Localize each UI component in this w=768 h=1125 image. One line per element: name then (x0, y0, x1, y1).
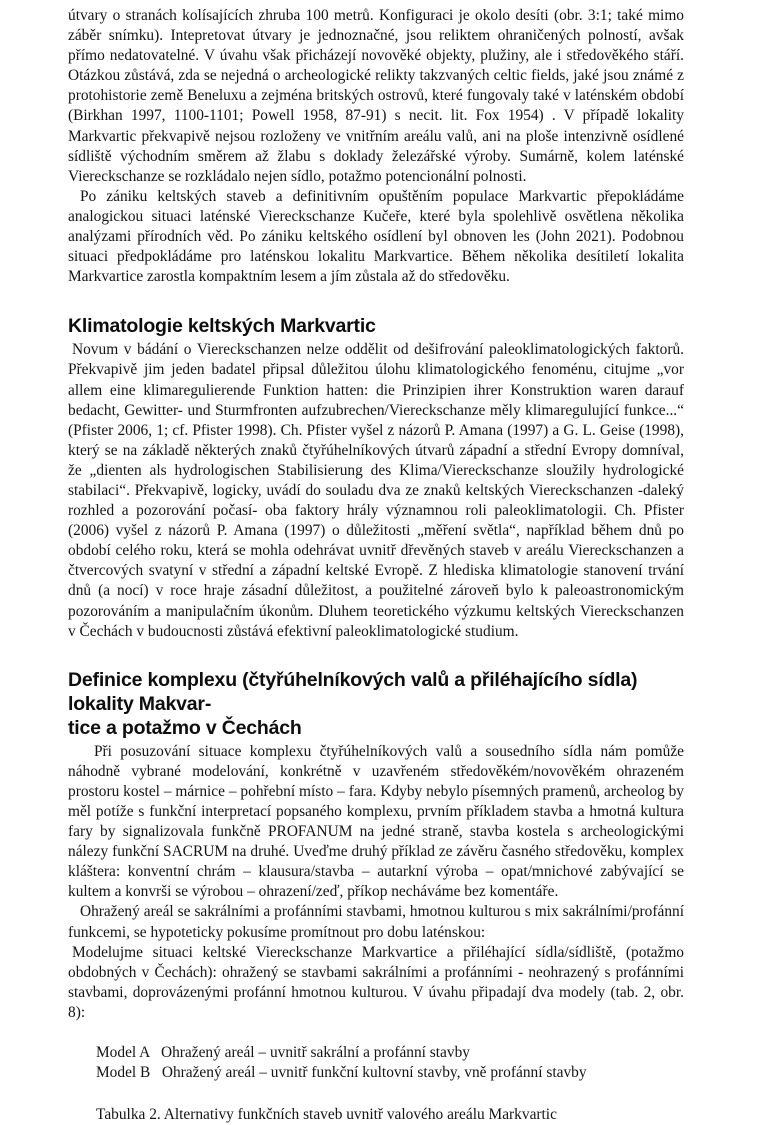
paragraph-forest-regrowth: Po zániku keltských staveb a definitivním opuštěním populace Markvartic přepokládáme analogickou situaci laténské Viereckschanze Kučeře, které byla spolehlivě osvětlena několika analýzami přírodních věd. Po zániku keltského osídlení byl obnoven les (John 2021). Podobnou situaci předpokládáme pro laténskou lokalitu Markvartice. Během několika desítiletí lokalita Markvartice zarostla kompaktním lesem a jím zůstala až do středověku. (68, 187, 684, 286)
paragraph-enclosed-area: Ohražený areál se sakrálními a profánními stavbami, hmotnou kulturou s mix sakrálními/profánní funkcemi, se hypoteticky pokusíme promítnout pro dobu laténskou: (68, 903, 684, 941)
paragraph-complex-modelling: Při posuzování situace komplexu čtyřúhelníkových valů a sousedního sídla nám pomůže náhodně vybrané modelování, konkrétně v uzavřeném středověkém/novověkém ohrazeném prostoru kostel – márnice – pohřební místo – fara. Kdyby nebylo písemných pramenů, archeolog by měl potíže s funkční interpretací popsaného komplexu, prvním příkladem stavba a hmotná kultura fary by signalizovala funkčně PROFANUM na jedné straně, stavba kostela s archeologickými nálezy funkční SACRUM na druhé. Uveďme druhý příklad ze závěru časného středověku, komplex kláštera: konventní chrám – klausura/stavba – autarkní výroba – opat/mnichové zabývající se kultem a konvrši se výrobou – ohrazení/zeď, příkop necháváme bez komentáře. (68, 742, 684, 901)
paragraph-celtic-fields: útvary o stranách kolísajících zhruba 100 metrů. Konfiguraci je okolo desíti (obr. 3:1; také mimo záběr snímku). Intepretovat útvary je jednoznačné, jsou reliktem ohraničených polností, avšak přímo nedatovatelné. V úvahu však přicházejí novověké objekty, plužiny, ale i středověkého stáří. Otázkou zůstává, zda se nejedná o archeologické relikty takzvaných celtic fields, jaké jsou známé z protohistorie země Beneluxu a zejména britských ostrovů, které fungovaly také v laténském období (Birkhan 1997, 1100-1101; Powell 1958, 87-91) s necit. lit. Fox 1954) . V případě lokality Markvartic překvapivě nejsou rozloženy ve vnitřním areálu valů, ani na ploše intenzivně osídlené sídliště východním směrem až žlabu s doklady železářské výroby. Sumárně, kolem laténské Viereckschanze se rozkládalo nejen sídlo, potažmo potencionální polnosti. (68, 7, 684, 185)
section-heading-climatology: Klimatologie keltských Markvartic (68, 315, 376, 338)
spacer (68, 642, 684, 668)
spacer (68, 287, 684, 314)
paragraph-model-intro: Modelujme situaci keltské Viereckschanze Markvartice a přiléhající sídla/sídliště, (potažmo obdobných v Čechách): ohražený se stavbami sakrálními a profánními - neohrazený s profánními stavbami, doprovázenými profánní hmotnou kulturou. V úvahu připadají dva modely (tab. 2, obr. 8): (68, 943, 684, 1021)
section-heading-complex-definition (68, 668, 684, 740)
model-a-line: Model A Ohražený areál – uvnitř sakrální a profánní stavby (96, 1044, 470, 1062)
spacer (68, 1083, 684, 1105)
spacer (68, 1023, 684, 1043)
table-caption: Tabulka 2. Alternativy funkčních staveb uvnitř valového areálu Markvartic (96, 1106, 557, 1124)
paragraph-climatology: Novum v bádání o Viereckschanzen nelze oddělit od dešifrování paleoklimatologických faktorů. Překvapivě jim jeden badatel připsal důležitou úlohu klimatologického fenoménu, citujme „vor allem eine klimaregulierende Funktion hatten: die Prinzipien ihrer Konstruktion waren darauf bedacht, Gewitter- und Sturmfronten aufzubrechen/Viereckschanze měly klimaregulující funkce...“ (Pfister 2006, 1; cf. Pfister 1998). Ch. Pfister vyšel z názorů P. Amana (1997) a G. L. Geise (1998), který se na základě některých znaků čtyřúhelníkových útvarů západní a střední Evropy domníval, že „dienten als hydrologischen Stabilisierung des Klima/Viereckschanze sloužily hydrologické stabilaci“. Překvapivě, logicky, uvádí do souladu dva ze znaků keltských Viereckschanzen -daleký rozhled a pozorování počasí- oba faktory hrály významnou roli paleoklimatologii. Ch. Pfister (2006) vyšel z názorů P. Amana (1997) o důležitosti „měření světla“, například během dnů po období celého roku, která se mohla odehrávat uvnitř dřevěných staveb v areálu Viereckschanzen a čtvercových svatyní v střední a západní keltské Evropě. Z hlediska klimatologie stanovení trvání dnů (a nocí) v roce hraje zásadní důležitost, a použitelné zároveň bylo k paleoastronomickým pozorováním a manipulačním úkonům. Dluhem teoretického výzkumu keltských Viereckschanzen v Čechách v budoucnosti zůstává efektivní paleoklimatologické studium. (68, 341, 684, 640)
model-b-line: Model B Ohražený areál – uvnitř funkční kultovní stavby, vně profánní stavby (96, 1064, 587, 1082)
heading-line-2: tice a potažmo v Čechách (68, 716, 302, 739)
heading-line-1: Definice komplexu (čtyřúhelníkových valů a přiléhajícího sídla) lokality Makvar- (68, 668, 638, 715)
